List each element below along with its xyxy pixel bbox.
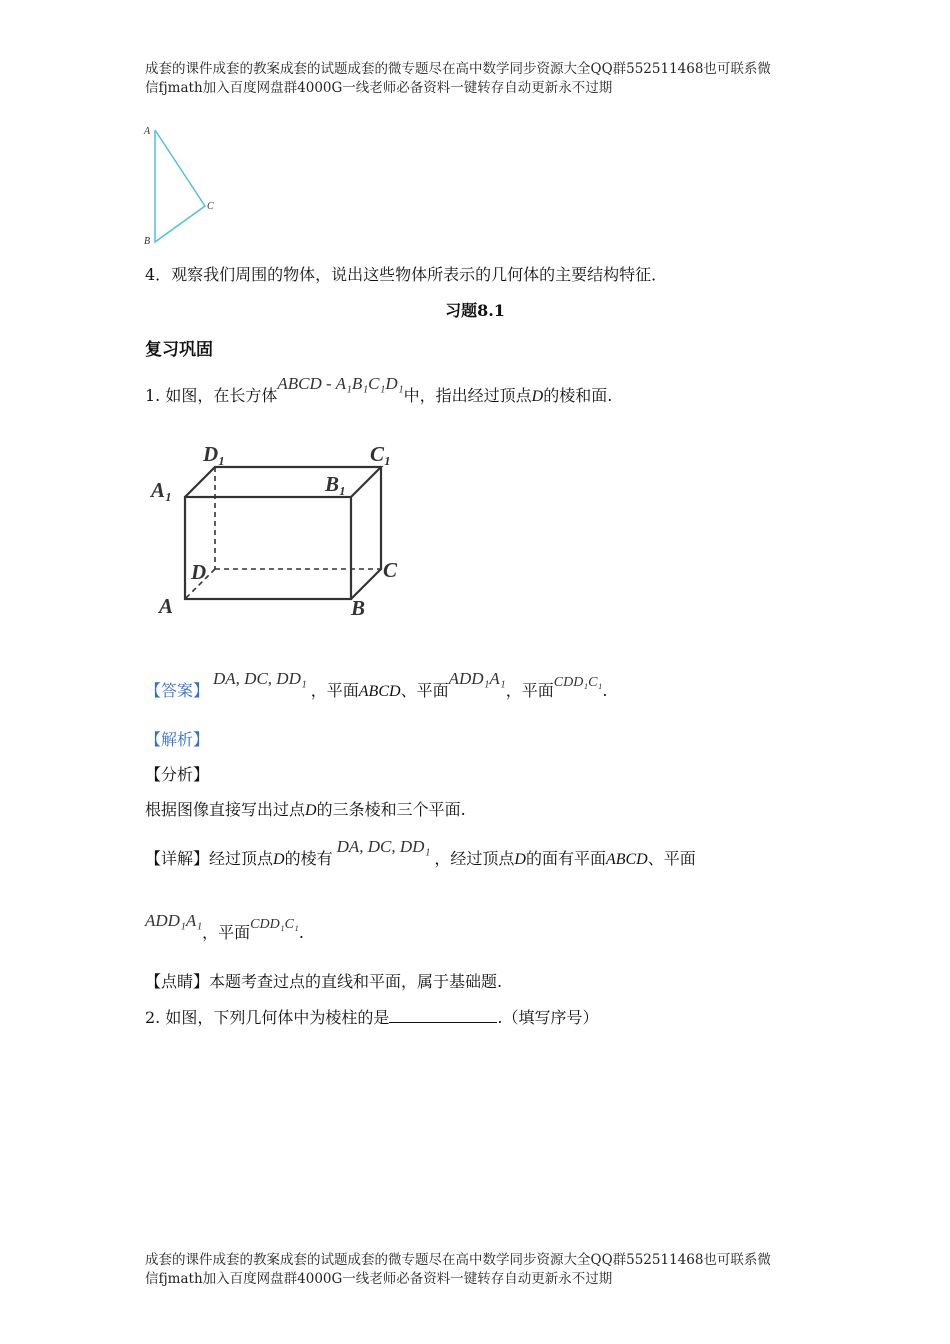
cuboid-front-face: [185, 497, 351, 599]
q1-mid: 中，指出经过顶点: [403, 386, 532, 405]
label-c: C: [383, 558, 398, 582]
footer-line-2: 信fjmath加入百度网盘群4000G一线老师必备资料一键转存自动更新永不过期: [145, 1271, 613, 1287]
subsection-title: 复习巩固: [145, 340, 213, 360]
answer-plane-1: ABCD: [358, 683, 401, 700]
triangle-label-a: A: [144, 126, 151, 137]
detail-a: 经过顶点: [209, 849, 274, 868]
comment-text: 本题考查过点的直线和平面，属于基础题.: [209, 972, 503, 991]
detail-line-2: [145, 911, 304, 943]
q1-point: D: [531, 388, 544, 405]
fenxi-text-b: 的三条棱和三个平面.: [316, 800, 466, 819]
detail-g: .: [298, 923, 304, 942]
answer-tag: 【答案】: [145, 681, 210, 700]
answer-plane-2: ADD₁A₁: [448, 669, 506, 688]
header-line-1: 成套的课件成套的教案成套的试题成套的微专题尽在高中数学同步资源大全QQ群552511468也可联系微: [145, 61, 771, 77]
detail-d: 的面有平面: [525, 849, 606, 868]
footer-line-1: 成套的课件成套的教案成套的试题成套的微专题尽在高中数学同步资源大全QQ群552511468也可联系微: [145, 1252, 771, 1268]
detail-f: ，平面: [202, 923, 251, 942]
fenxi-tag: 【分析】: [145, 765, 210, 784]
fenxi-text: [145, 797, 466, 820]
q2-suffix: .（填写序号）: [497, 1008, 599, 1027]
q1-prefix: 1. 如图，在长方体: [145, 386, 278, 405]
answer-line: [145, 669, 608, 701]
detail-point-2: D: [514, 851, 526, 868]
detail-plane-1: ABCD: [605, 851, 648, 868]
detail-plane-3: CDD₁C₁: [250, 917, 299, 932]
page-header: [145, 60, 825, 98]
triangle-label-c: C: [207, 201, 214, 212]
triangle-label-b: B: [144, 236, 151, 247]
detail-point-1: D: [273, 851, 285, 868]
detail-edges: DA, DC, DD₁: [336, 837, 431, 856]
label-a1: A₁: [151, 478, 173, 502]
q1-box-name: ABCD - A₁B₁C₁D₁: [277, 374, 404, 393]
answer-sep-2: 、平面: [400, 681, 449, 700]
detail-tag: 【详解】: [145, 849, 210, 868]
answer-edges: DA, DC, DD₁: [213, 669, 307, 688]
answer-sep-1: ，平面: [310, 681, 359, 700]
q2-prefix: 2. 如图，下列几何体中为棱柱的是: [145, 1008, 390, 1027]
question-4: 4．观察我们周围的物体，说出这些物体所表示的几何体的主要结构特征．: [145, 265, 668, 284]
fenxi-text-a: 根据图像直接写出过点: [145, 800, 306, 819]
label-d1: D₁: [203, 442, 226, 466]
answer-end: .: [602, 681, 608, 700]
section-title: 习题8.1: [445, 301, 505, 320]
q1-suffix: 的棱和面.: [543, 386, 613, 405]
analysis-tag: 【解析】: [145, 730, 210, 749]
cuboid-figure: [145, 435, 415, 625]
page-footer: [145, 1251, 825, 1289]
detail-b: 的棱有: [284, 849, 333, 868]
label-a: A: [159, 594, 174, 618]
label-c1: C₁: [370, 442, 392, 466]
detail-plane-2: ADD₁A₁: [145, 911, 203, 930]
label-b: B: [351, 596, 366, 620]
triangle-shape: [155, 130, 205, 242]
cuboid-right-edges: [351, 467, 381, 599]
label-d: D: [191, 560, 207, 584]
answer-plane-3: CDD₁C₁: [553, 675, 603, 690]
question-2: [145, 1005, 598, 1028]
detail-line-1: [145, 837, 696, 869]
comment-line: [145, 969, 502, 992]
comment-tag: 【点睛】: [145, 972, 210, 991]
q2-answer-blank[interactable]: [389, 1008, 497, 1023]
fenxi-point: D: [305, 802, 317, 819]
answer-sep-3: ，平面: [505, 681, 554, 700]
detail-c: ，经过顶点: [434, 849, 515, 868]
detail-e: 、平面: [647, 849, 696, 868]
header-line-2: 信fjmath加入百度网盘群4000G一线老师必备资料一键转存自动更新永不过期: [145, 80, 613, 96]
label-b1: B₁: [325, 472, 347, 496]
question-1: [145, 374, 613, 406]
triangle-figure: [140, 120, 230, 250]
